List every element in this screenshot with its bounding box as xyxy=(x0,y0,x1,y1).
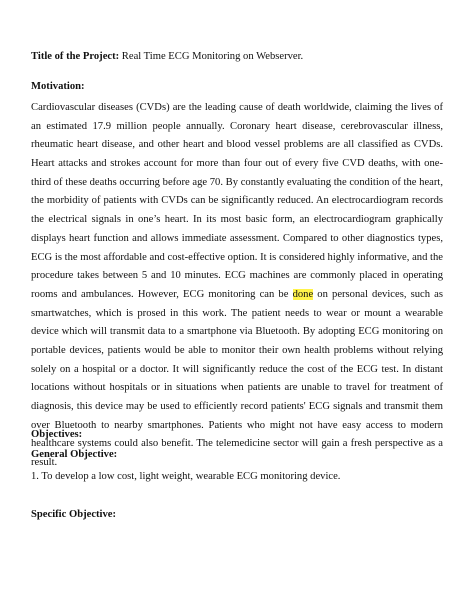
highlight-after-text: on personal devices, such as xyxy=(313,288,443,300)
paragraph-line: an estimated 17.9 million people annually. Coronary heart disease, cerebrovascular illness, xyxy=(31,120,443,132)
objectives-heading: Objectives: xyxy=(31,429,83,440)
paragraph-line: ECG is the most affordable and cost-effective option. It is considered highly informative, and the xyxy=(31,251,443,263)
paragraph-line: third of these deaths occurring before age 70. By constantly evaluating the condition of the heart, xyxy=(31,176,443,188)
paragraph-line: solely on a hospital or a doctor. It will significantly reduce the cost of the ECG test. In distant xyxy=(31,363,443,375)
specific-objective-heading: Specific Objective: xyxy=(31,509,117,520)
general-objective-heading: General Objective: xyxy=(31,449,118,460)
paragraph-line: portable devices, patients would be able to monitor their own health problems without relying xyxy=(31,344,443,356)
paragraph-line: the morbidity of patients with CVDs can be significantly reduced. An electrocardiogram records xyxy=(31,195,443,207)
paragraph-line: displays heart function and allows immediate assessment. Compared to other diagnostics types, xyxy=(31,232,443,244)
paragraph-line: the electrical signals in one’s heart. In its most basic form, an electrocardiogram graphically xyxy=(31,214,443,226)
paragraph-line: procedure takes between 5 and 10 minutes. ECG machines are commonly placed in operating xyxy=(31,270,443,282)
motivation-paragraph xyxy=(31,99,443,473)
paragraph-line: healthcare systems could also benefit. The telemedicine sector will gain a fresh perspective as a xyxy=(31,438,443,450)
paragraph-line: Heart attacks and strokes account for more than four out of every five CVD deaths, with one- xyxy=(31,158,443,170)
paragraph-line: over Bluetooth to nearby smartphones. Patients who might not have easy access to modern xyxy=(31,419,443,431)
project-title-value: Real Time ECG Monitoring on Webserver. xyxy=(119,51,304,62)
paragraph-line: Cardiovascular diseases (CVDs) are the leading cause of death worldwide, claiming the lives of xyxy=(31,102,443,113)
paragraph-line: locations without hospitals or in situations when patients are unable to travel for treatment of xyxy=(31,382,443,394)
project-title xyxy=(31,51,303,62)
motivation-heading: Motivation: xyxy=(31,81,85,92)
project-title-label: Title of the Project: xyxy=(31,51,120,62)
paragraph-line: result. xyxy=(31,457,58,469)
highlighted-word: done xyxy=(292,288,314,300)
paragraph-line: device which will transmit data to a smartphone via Bluetooth. By adopting ECG monitoring on xyxy=(31,326,443,338)
paragraph-line: diagnosis, this device may be used to efficiently record patients' ECG signals and transmit them xyxy=(31,401,443,412)
paragraph-line-highlighted xyxy=(31,286,443,305)
paragraph-line: rheumatic heart disease, and other heart and blood vessel problems are all classified as CVDs. xyxy=(31,139,443,151)
highlight-before-text: rooms and ambulances. However, ECG monitoring can be xyxy=(31,288,293,300)
paragraph-line: smartwatches, which is prosed in this work. The patient needs to wear or mount a wearable xyxy=(31,307,443,319)
general-objective-item: 1. To develop a low cost, light weight, wearable ECG monitoring device. xyxy=(31,471,341,482)
